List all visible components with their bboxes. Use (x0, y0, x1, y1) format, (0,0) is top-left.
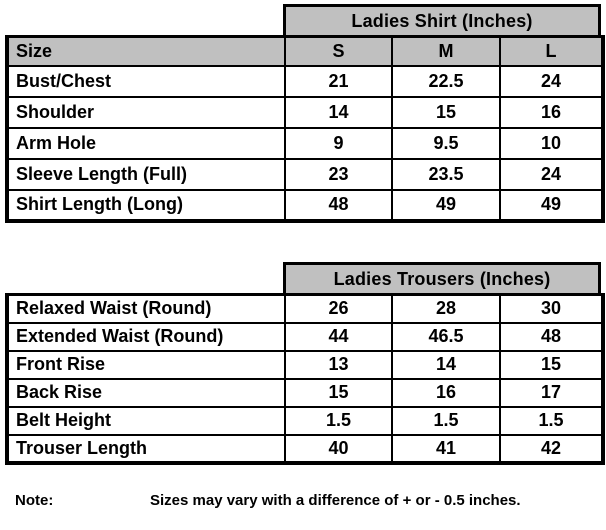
table-row (7, 66, 603, 97)
row-label-cell: Sleeve Length (Full) (7, 159, 285, 190)
shirt-size-header-row (7, 37, 603, 66)
value-cell: 26 (285, 295, 392, 323)
value-cell: 17 (500, 379, 603, 407)
shirt-size-table (5, 35, 605, 223)
table-row (7, 295, 603, 323)
value-cell: 48 (285, 190, 392, 221)
value-cell: 23.5 (392, 159, 500, 190)
value-cell: 22.5 (392, 66, 500, 97)
note-line (15, 492, 521, 509)
value-cell: 16 (392, 379, 500, 407)
row-label-cell: Trouser Length (7, 435, 285, 463)
value-cell: 49 (392, 190, 500, 221)
value-cell: 15 (285, 379, 392, 407)
size-m-header: M (392, 37, 500, 66)
row-label-cell: Relaxed Waist (Round) (7, 295, 285, 323)
value-cell: 40 (285, 435, 392, 463)
table-row (7, 159, 603, 190)
table-row (7, 128, 603, 159)
trousers-size-table (5, 293, 605, 465)
value-cell: 14 (285, 97, 392, 128)
value-cell: 24 (500, 66, 603, 97)
row-label-cell: Shoulder (7, 97, 285, 128)
table-row (7, 379, 603, 407)
value-cell: 14 (392, 351, 500, 379)
row-label-cell: Belt Height (7, 407, 285, 435)
size-column-header: Size (7, 37, 285, 66)
table-row (7, 407, 603, 435)
value-cell: 16 (500, 97, 603, 128)
value-cell: 24 (500, 159, 603, 190)
value-cell: 21 (285, 66, 392, 97)
row-label-cell: Extended Waist (Round) (7, 323, 285, 351)
ladies-shirt-table (5, 4, 601, 223)
row-label-cell: Shirt Length (Long) (7, 190, 285, 221)
value-cell: 49 (500, 190, 603, 221)
value-cell: 48 (500, 323, 603, 351)
table-row (7, 323, 603, 351)
value-cell: 28 (392, 295, 500, 323)
value-cell: 9.5 (392, 128, 500, 159)
value-cell: 42 (500, 435, 603, 463)
value-cell: 46.5 (392, 323, 500, 351)
value-cell: 1.5 (500, 407, 603, 435)
value-cell: 23 (285, 159, 392, 190)
value-cell: 13 (285, 351, 392, 379)
table-row (7, 97, 603, 128)
value-cell: 15 (392, 97, 500, 128)
table-row (7, 351, 603, 379)
value-cell: 1.5 (285, 407, 392, 435)
shirt-table-title: Ladies Shirt (Inches) (283, 4, 601, 35)
row-label-cell: Front Rise (7, 351, 285, 379)
note-text: Sizes may vary with a difference of + or - 0.5 inches. (150, 492, 521, 509)
value-cell: 10 (500, 128, 603, 159)
size-s-header: S (285, 37, 392, 66)
trousers-table-title: Ladies Trousers (Inches) (283, 262, 601, 293)
table-row (7, 435, 603, 463)
note-label: Note: (15, 492, 54, 509)
value-cell: 15 (500, 351, 603, 379)
value-cell: 1.5 (392, 407, 500, 435)
value-cell: 30 (500, 295, 603, 323)
ladies-trousers-table (5, 262, 601, 465)
row-label-cell: Bust/Chest (7, 66, 285, 97)
size-l-header: L (500, 37, 603, 66)
row-label-cell: Back Rise (7, 379, 285, 407)
table-row (7, 190, 603, 221)
row-label-cell: Arm Hole (7, 128, 285, 159)
value-cell: 41 (392, 435, 500, 463)
value-cell: 9 (285, 128, 392, 159)
value-cell: 44 (285, 323, 392, 351)
